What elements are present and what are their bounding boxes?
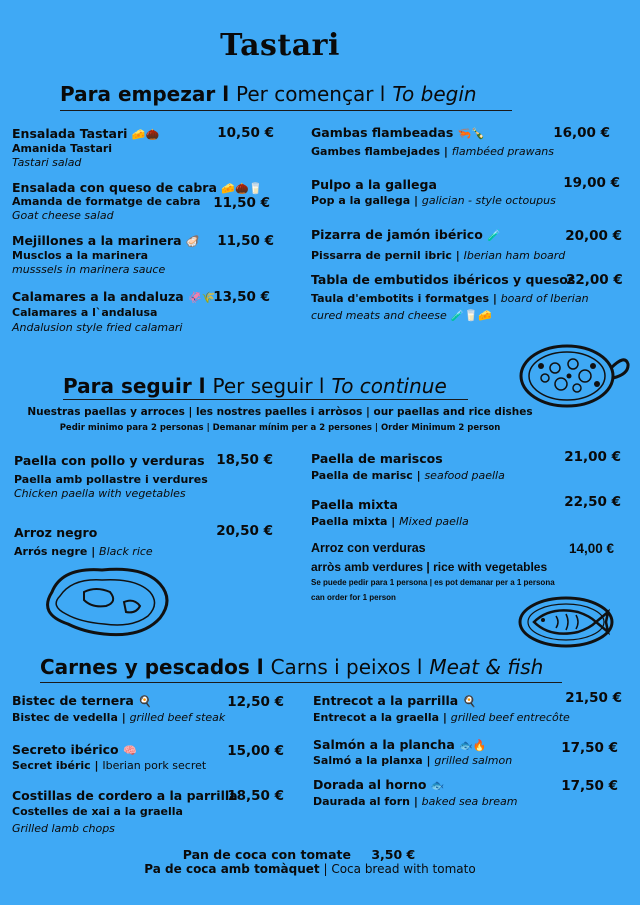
dish-note: can order for 1 person [311, 593, 396, 602]
dish-price: 21,00 € [564, 449, 621, 465]
dish-catalan: Pissarra de pernil ibric | Iberian ham board [311, 249, 566, 262]
dish-catalan: Taula d'embotits i formatges | board of Iberian [311, 292, 589, 305]
section-divider [40, 682, 562, 683]
dish-english: Chicken paella with vegetables [14, 487, 186, 500]
dish-price: 13,50 € [213, 289, 270, 305]
dish-catalan: Paella de marisc | seafood paella [311, 469, 505, 482]
dish-price: 22,00 € [566, 272, 623, 288]
dish-price: 11,50 € [217, 233, 274, 249]
dish-price: 19,00 € [563, 175, 620, 191]
heading-es: Para seguir l [63, 374, 206, 398]
dish-name: Dorada al horno 🐟 [313, 777, 445, 792]
heading-en: To begin [392, 82, 477, 106]
dish-english: musssels in marinera sauce [12, 263, 166, 276]
dish-name: Ensalada Tastari 🧀🌰 [12, 126, 160, 141]
dish-catalan: Arrós negre | Black rice [14, 545, 153, 558]
dish-name: Costillas de cordero a la parrilla [12, 788, 238, 803]
dish-price: 18,50 € [216, 452, 273, 468]
section-heading-meat [40, 655, 543, 679]
dish-catalan: Entrecot a la graella | grilled beef entrecôte [313, 711, 570, 724]
dish-catalan: Amanida Tastari [12, 142, 113, 155]
heading-en: Meat & fish [429, 655, 544, 679]
dish-name: Entrecot a la parrilla 🍳 [313, 693, 477, 708]
dish-english: Andalusion style fried calamari [12, 321, 183, 334]
dish-name: Pizarra de jamón ibérico 🧪 [311, 227, 501, 242]
dish-note: Se puede pedir para 1 persona | es pot demanar per a 1 persona [311, 578, 555, 587]
dish-catalan: Pa de coca amb tomàquet [144, 862, 320, 876]
dish-price: 3,50 € [371, 847, 416, 862]
dish-name: Calamares a la andaluza 🦑🌾 [12, 289, 216, 304]
dish-english: Grilled lamb chops [12, 822, 115, 835]
dish-price: 17,50 € [561, 740, 618, 756]
bread-translations: Pa de coca amb tomàquet | Coca bread with tomato [144, 862, 476, 876]
dish-catalan: Pop a la gallega | galician - style octoupus [311, 194, 556, 207]
paella-note-line1: Nuestras paellas y arroces | les nostres paelles i arròsos | our paellas and rice dishes [27, 406, 533, 418]
dish-price: 14,00 € [568, 541, 614, 556]
section-divider [63, 399, 468, 400]
bread-item [0, 844, 598, 863]
dish-name: Ensalada con queso de cabra 🧀🌰🥛 [12, 180, 263, 195]
dish-price: 18,50 € [227, 788, 284, 804]
dish-catalan: Costelles de xai a la graella [12, 805, 183, 818]
dish-price: 16,00 € [553, 125, 610, 141]
dish-price: 22,50 € [564, 494, 621, 510]
dish-name: Bistec de ternera 🍳 [12, 693, 152, 708]
dish-name: Arroz con verduras [311, 541, 426, 555]
section-heading-follow [63, 374, 447, 398]
heading-es: Carnes y pescados l [40, 655, 264, 679]
heading-ca: Per seguir l [212, 374, 325, 398]
heading-en: To continue [331, 374, 447, 398]
dish-price: 10,50 € [217, 125, 274, 141]
dish-english-cont: cured meats and cheese 🧪🥛🧀 [311, 309, 492, 322]
dish-catalan: Salmó a la planxa | grilled salmon [313, 754, 513, 767]
dish-price: 11,50 € [213, 195, 270, 211]
dish-catalan: Musclos a la marinera [12, 249, 149, 262]
dish-catalan: Paella amb pollastre i verdures [14, 473, 208, 486]
dish-price: 20,00 € [565, 228, 622, 244]
dish-subtitle: arròs amb verdures | rice with vegetables [311, 560, 548, 574]
dish-name: Paella de mariscos [311, 451, 443, 466]
steak-icon [32, 562, 177, 642]
section-divider [60, 110, 512, 111]
heading-ca: Carns i peixos l [270, 655, 423, 679]
paella-note-line2: Pedir minimo para 2 personas | Demanar mínim per a 2 persones | Order Minimum 2 person [59, 423, 501, 433]
dish-catalan: Daurada al forn | baked sea bream [313, 795, 518, 808]
dish-catalan: Bistec de vedella | grilled beef steak [12, 711, 226, 724]
dish-name: Gambas flambeadas 🦐🍾 [311, 125, 486, 140]
dish-name: Pan de coca con tomate [182, 847, 351, 862]
dish-english: Tastari salad [12, 156, 82, 169]
dish-catalan: Amanda de formatge de cabra [12, 195, 201, 208]
fish-plate-icon [516, 594, 618, 648]
dish-name: Pulpo a la gallega [311, 177, 437, 192]
dish-catalan: Calamares a l`andalusa [12, 306, 158, 319]
dish-name: Paella mixta [311, 497, 398, 512]
dish-name: Paella con pollo y verduras [14, 453, 205, 468]
dish-name: Salmón a la plancha 🐟🔥 [313, 737, 487, 752]
dish-price: 20,50 € [216, 523, 273, 539]
heading-es: Para empezar l [60, 82, 230, 106]
restaurant-title: Tastari [220, 28, 340, 63]
dish-name: Mejillones a la marinera 🦪 [12, 233, 200, 248]
dish-name: Arroz negro [14, 525, 98, 540]
section-heading-start [60, 82, 477, 106]
dish-catalan: Secret ibéric | Iberian pork secret [12, 759, 207, 772]
dish-name: Tabla de embutidos ibéricos y quesos [311, 272, 576, 287]
dish-catalan: Gambes flambejades | flambéed prawans [311, 145, 555, 158]
dish-english: Goat cheese salad [12, 209, 114, 222]
dish-english: Coca bread with tomato [331, 862, 476, 876]
heading-ca: Per començar l [236, 82, 386, 106]
dish-catalan: Paella mixta | Mixed paella [311, 515, 469, 528]
paella-pan-icon [515, 342, 630, 412]
dish-price: 17,50 € [561, 778, 618, 794]
dish-name: Secreto ibérico 🧠 [12, 742, 137, 757]
dish-price: 15,00 € [227, 743, 284, 759]
dish-price: 21,50 € [565, 690, 622, 706]
dish-price: 12,50 € [227, 694, 284, 710]
